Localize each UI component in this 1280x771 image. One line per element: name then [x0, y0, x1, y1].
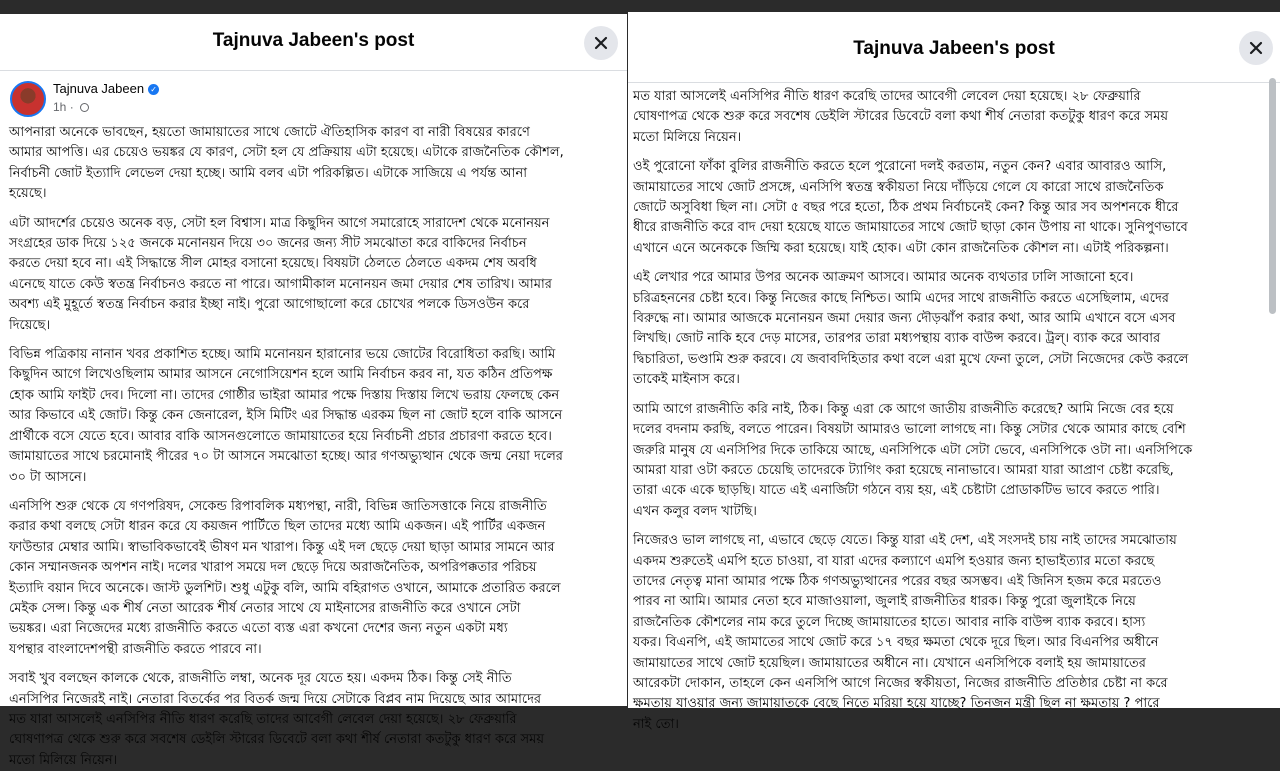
post-body — [0, 123, 627, 771]
close-icon — [594, 36, 608, 50]
post-author-row: Tajnuva Jabeen ✓ 1h · — [0, 71, 627, 123]
dialog-header — [628, 12, 1280, 83]
post-paragraph: ওই পুরোনো ফাঁকা বুলির রাজনীতি করতে হলে পুরোনো দলই করতাম, নতুন কেন? এবার আবারও আসি, জামায়াতের সাথে জোট প্রসঙ্গে, এনসিপি স্বতন্ত্র স্বকীয়তা নিয়ে দাঁড়িয়ে গেলে যে কারো সাথে রাজনৈতিক জোটে অসুবিধা ছিল না। সেটা ৫ বছর পরে হতো, ঠিক প্রথম নির্বাচনেই কেন? কিন্তু আর সব অপশনকে ধীরে ধীরে রাজনীতি করে বাদ দেয়া হয়েছে যাতে জামায়াতের সাথে জোট ছাড়া কোন উপায় না থাকে। সুনিপুণভাবে এখানে এনে অনেককে জিম্মি করা হয়েছে। যাই হোক। এটা কোন রাজনৈতিক কৌশল না। এটাই পরিকল্পনা। — [633, 159, 1188, 256]
post-time[interactable]: 1h — [53, 100, 67, 114]
post-paragraph: বিভিন্ন পত্রিকায় নানান খবর প্রকাশিত হচ্ছে। আমি মনোনয়ন হারানোর ভয়ে জোটের বিরোধিতা করছি। আমি কিছুদিন আগে লিখেওছিলাম আমার আসনে নেগোসিয়েশন হলে আমি নির্বাচন করব না, যত কঠিন প্রতিপক্ষ হোক আমি ফাইট দেব। দিলো না। তাদের গোষ্ঠীর ভাইরা আমার পক্ষে দিস্তায় দিস্তায় লিখে ভরায় ফেলছে কেন আর কিভাবে এই জোট। কিন্তু কেন জেনারেল, ইসি মিটিং এর সিদ্ধান্ত এরকম ছিল না জোট হলে বাকি আসনে প্রার্থীকে বসে যেতে হবে। আবার বাকি আসনগুলোতে জামায়াতের হয়ে নির্বাচনী প্রচার প্রচারণা করতে হবে। জামায়াতের সাথে চরমোনাই পীরের ৭০ টা আসনে সমঝোতা হচ্ছে। আর গণঅভ্যুত্থান থেকে জন্ম নেয়া দলের ৩০ টা আসনে। — [9, 347, 563, 485]
verified-badge-icon: ✓ — [148, 84, 159, 95]
scrollbar[interactable] — [1269, 78, 1276, 314]
globe-icon — [80, 103, 89, 112]
dialog-title: Tajnuva Jabeen's post — [853, 38, 1055, 59]
post-body — [628, 83, 1280, 735]
post-paragraph: আপনারা অনেকে ভাবছেন, হয়তো জামায়াতের সাথে জোটে ঐতিহাসিক কারণ বা নারী বিষয়ের কারণে আমার আপত্তি। এর চেয়েও ভয়ঙ্কর যে কারণ, সেটা হল যে প্রক্রিয়ায় এটা হয়েছে। এটাকে রাজনৈতিক কৌশল, নির্বাচনী জোট ইত্যাদি লেভেল দেয়া হচ্ছে। আমি বলব এটা পরিকল্পিত। এটাকে সাজিয়ে এ পর্যন্ত আনা হয়েছে। — [9, 125, 564, 202]
post-paragraph: মত যারা আসলেই এনসিপির নীতি ধারণ করেছি তাদের আবেগী লেবেল দেয়া হয়েছে। ২৮ ফেব্রুয়ারি ঘোষণাপত্র থেকে শুরু করে সবশেষ ডেইলি স্টারের ডিবেটে বলা কথা শীর্ষ নেতারা কতটুকু ধারণ করে সময় মতো মিলিয়ে নিয়েন। — [633, 89, 1169, 145]
post-paragraph: এনসিপি শুরু থেকে যে গণপরিষদ, সেকেন্ড রিপাবলিক মধ্যপন্থা, নারী, বিভিন্ন জাতিসত্তাকে নিয়ে রাজনীতি করার কথা বলছে সেটা ধারন করে যে কয়জন পার্টিতে ছিল তাদের মধ্যে আমি একজন। এই পার্টির একজন ফাউন্ডার মেম্বার আমি। স্বাভাবিকভাবেই ভীষণ মন খারাপ। কিন্তু এই দল ছেড়ে দেয়া ছাড়া আমার সামনে আর কোন সম্মানজনক অপশন নাই। দলের খারাপ সময়ে দল ছেড়ে দিয়ে অরাজনৈতিক, অপরিপক্কতার পরিচয় ইত্যাদি বয়ান দিবে অনেকে। জাস্ট ডুলশিট। শুধু এটুকু বলি, আমি বহিরাগত ওখানে, আমাকে প্রতারিত করলে মেইক সেন্স। কিন্তু এক শীর্ষ নেতা আরেক শীর্ষ নেতার সাথে যে মাইনাসের রাজনীতি করে ওখানে সেটা ভয়ঙ্কর। এরা নিজেদের মধ্যে রাজনীতি করতে এতো ব্যস্ত এরা কখনো দেশের জন্য নতুন একটা মধ্য যপন্থার বাংলাদেশপন্থী রাজনীতি করতে পারবে না। — [9, 498, 561, 657]
author-name[interactable]: Tajnuva Jabeen — [53, 81, 145, 96]
post-paragraph: এই লেখার পরে আমার উপর অনেক আক্রমণ আসবে। আমার অনেক ব্যথতার ঢালি সাজানো হবে। চরিত্রহননের চেষ্টা হবে। কিন্তু নিজের কাছে নিশ্চিত। আমি এদের সাথে রাজনীতি করতে এসেছিলাম, এদের বিরুদ্ধে না। আমার আজকে মনোনয়ন জমা দেয়ার জন্য দৌড়ঝাঁপ করার কথা, আর আমি এখানে বসে এসব লিখছি। জোট নাকি হবে দেড় মাসের, তারপর তারা মধ্যপন্থায় ব্যাক বাউন্স করবে। ট্রল্। ব্যাক করে আবার দ্বিচারিতা, ভণ্ডামি শুরু করবে। যে জবাবদিহিতার কথা বলে এরা মুখে ফেনা তুলে, সেটা নিজেদের কেউ করলে তাকেই মাইনাস করে। — [633, 270, 1189, 388]
post-dialog-left — [0, 14, 627, 768]
post-paragraph: এটা আদর্শের চেয়েও অনেক বড়, সেটা হল বিশ্বাস। মাত্র কিছুদিন আগে সমারোহে সারাদেশ থেকে মনোনয়ন সংগ্রহের ডাক দিয়ে ১২৫ জনকে মনোনয়ন দিয়ে ৩০ জনের জন্য সীট সমঝোতা করে বাকিদের নির্বাচন করতে দেয়া হবে না। এই সিদ্ধান্তে সীল মোহর বসানো হয়েছে। বিষয়টা ঠেলতে ঠেলতে একদম শেষ অবধি এনেছে যাতে কেউ স্বতন্ত্র নির্বাচনও করতে না পারে। আগামীকাল মনোনয়ন জমা দেয়ার শেষ তারিখ। আমার অবশ্য এই মুহূর্তে স্বতন্ত্র নির্বাচন করার ইচ্ছা নাই। পুরো আগোছালো করে চোখের পলকে ডিসওউন করে দিয়েছে। — [9, 215, 552, 333]
dialog-title: Tajnuva Jabeen's post — [212, 30, 415, 51]
close-button[interactable] — [584, 26, 618, 60]
post-paragraph: নিজেরও ভাল লাগছে না, এভাবে ছেড়ে যেতে। কিন্তু যারা এই দেশ, এই সংসদই চায় নাই তাদের সমঝোতায় একদম শুরুতেই এমপি হতে চাওয়া, বা যারা এদের কল্যাণে এমপি হওয়ার জন্য হাভাইত্যার মতো করছে তাদের নেতৃত্ব মানা আমার পক্ষে ঠিক গণঅভ্যুত্থানের পরের বছর অসম্ভব। এই জিনিস হজম করে মরতেও পারব না আমি। আমার নেতা হবে মাজাওয়ালা, জুলাই রাজনীতির ধারক। কিন্তু পুরো জুলাইকে নিয়ে রাজনৈতিক কৌশলের নাম করে তুলে দিচ্ছে জামায়াতের হাতে। আবার নাকি বাউন্স ব্যাক করবে। হাস্য যকর। বিএনপি, এই জামাতের সাথে জোট করে ১৭ বছর ক্ষমতা থেকে দূরে ছিল। আর বিএনপির অধীনে জামায়াতের সাথে জোট হয়েছিল। জামায়াতের অধীনে না। যেখানে এনসিপিকে বলাই হয় জামায়াতের আরেকটা দোকান, তাহলে কেন এনসিপি আগে নিজের স্বকীয়তা, নিজের রাজনীতি প্রতিষ্ঠার চেষ্টা না করে ক্ষমতায় যাওয়ার জন্য জামায়াতকে বেছে নিতে মরিয়া হয়ে যাচ্ছে? তিনজন মন্ত্রী ছিল না ক্ষমতায় ? পারে নাই তো। — [633, 533, 1177, 732]
post-paragraph: সবাই খুব বলছেন কালকে থেকে, রাজনীতি লম্বা, অনেক দূর যেতে হয়। একদম ঠিক। কিন্তু সেই নীতি এনসিপির নিজেরই নাই। নেতারা বিতর্কের পর বিতর্ক জন্ম দিয়ে সেটাকে বিপ্লব নাম দিয়েছে আর আমাদের মত যারা আসলেই এনসিপির নীতি ধারণ করেছি তাদের আবেগী লেবেল দেয়া হয়েছে। ২৮ ফেব্রুয়ারি ঘোষণাপত্র থেকে শুরু করে সবশেষ ডেইলি স্টারের ডিবেটে বলা কথা শীর্ষ নেতারা কতটুকু ধারণ করে সময় মতো মিলিয়ে নিয়েন। — [9, 671, 545, 768]
post-paragraph: আমি আগে রাজনীতি করি নাই, ঠিক। কিন্তু এরা কে আগে জাতীয় রাজনীতি করেছে? আমি নিজে বের হয়ে দলের বদনাম করছি, বলতে পারেন। বিষয়টা আমারও ভালো লাগছে না। কিন্তু সেটার থেকে আমার কাছে বেশি জরুরি মানুষ যে এনসিপির দিকে তাকিয়ে আছে, এনসিপিকে এটা সেটা ভেবে, এনসিপিকে ওটা না। এনসিপিকে আমরা যারা ওটা করতে চেয়েছি তাদেরকে ট্যাগিং করা হয়েছে নানাভাবে। আমরা যারা আপ্রাণ চেষ্টা করেছি, তারা একে একে ছাড়ছি। যাতে এই এনার্জিটা গঠনে ব্যয় হয়, এই চেষ্টাটা প্রোডাকটিভ ভাবে করতে পারি। এখন কলুর বলদ খাটছি। — [633, 401, 1193, 519]
dialog-header — [0, 14, 627, 71]
close-icon — [1249, 41, 1263, 55]
close-button[interactable] — [1239, 31, 1273, 65]
avatar[interactable] — [10, 81, 46, 117]
post-dialog-right — [628, 12, 1280, 732]
